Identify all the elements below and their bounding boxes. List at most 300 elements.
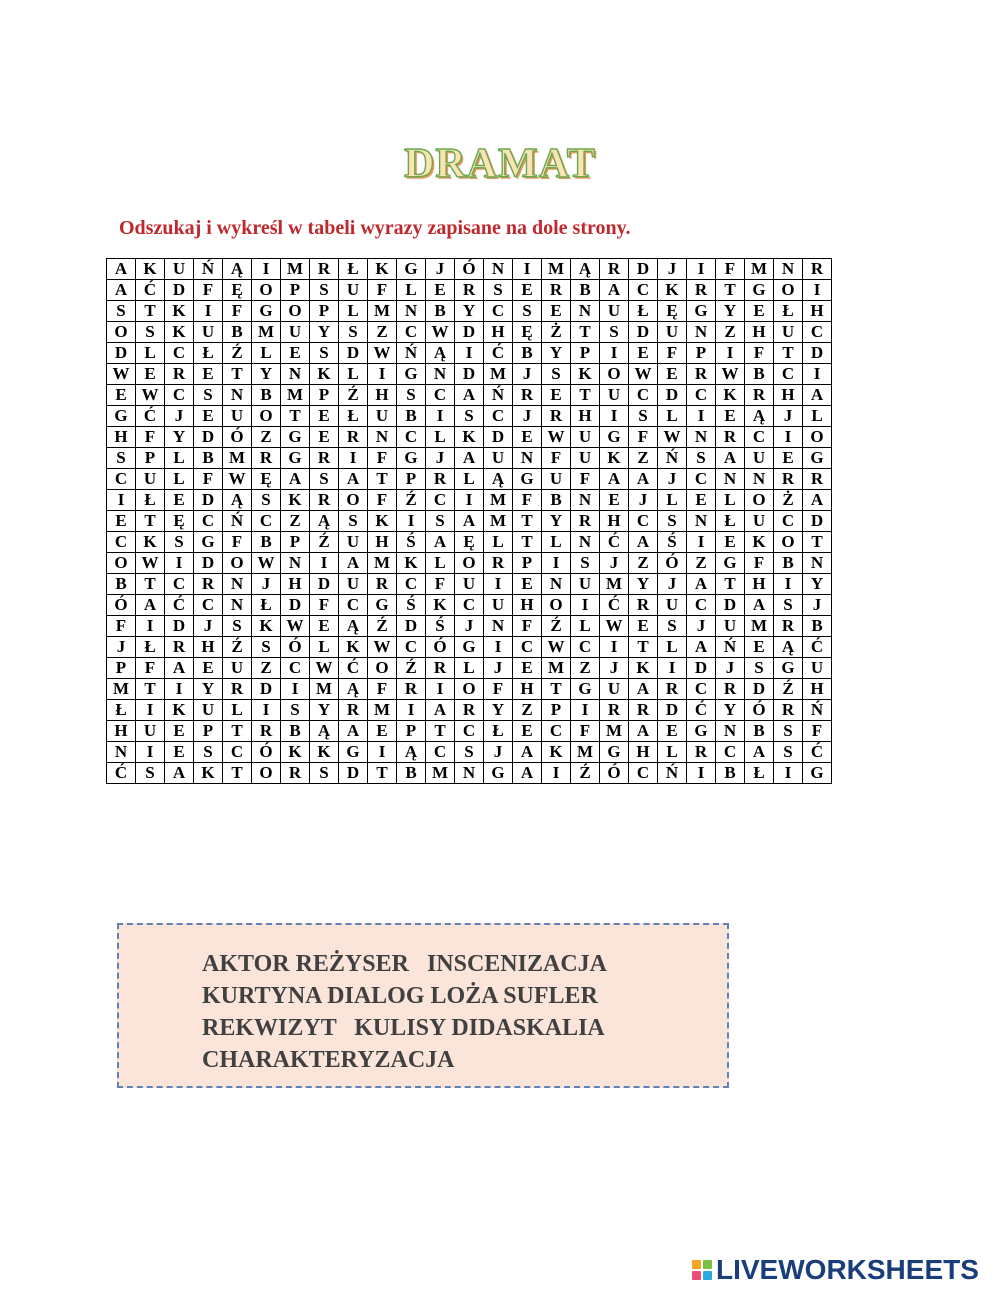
grid-cell[interactable]: U xyxy=(194,700,223,721)
grid-cell[interactable]: C xyxy=(745,427,774,448)
grid-cell[interactable]: U xyxy=(136,469,165,490)
grid-cell[interactable]: Y xyxy=(165,427,194,448)
grid-cell[interactable]: C xyxy=(687,385,716,406)
grid-cell[interactable]: T xyxy=(774,343,803,364)
grid-cell[interactable]: C xyxy=(397,322,426,343)
grid-cell[interactable]: J xyxy=(165,406,194,427)
grid-cell[interactable]: S xyxy=(223,616,252,637)
grid-cell[interactable]: C xyxy=(397,637,426,658)
grid-cell[interactable]: L xyxy=(165,448,194,469)
grid-cell[interactable]: E xyxy=(310,427,339,448)
grid-cell[interactable]: H xyxy=(194,637,223,658)
grid-cell[interactable]: S xyxy=(658,511,687,532)
grid-cell[interactable]: G xyxy=(600,742,629,763)
grid-cell[interactable]: E xyxy=(107,511,136,532)
grid-cell[interactable]: O xyxy=(600,364,629,385)
grid-cell[interactable]: S xyxy=(165,532,194,553)
grid-cell[interactable]: R xyxy=(658,679,687,700)
grid-cell[interactable]: I xyxy=(774,574,803,595)
grid-cell[interactable]: Z xyxy=(629,448,658,469)
grid-cell[interactable]: E xyxy=(542,385,571,406)
grid-cell[interactable]: C xyxy=(426,385,455,406)
grid-cell[interactable]: E xyxy=(600,490,629,511)
grid-cell[interactable]: A xyxy=(687,574,716,595)
grid-cell[interactable]: I xyxy=(165,553,194,574)
grid-cell[interactable]: L xyxy=(542,532,571,553)
grid-cell[interactable]: F xyxy=(194,469,223,490)
grid-cell[interactable]: C xyxy=(455,595,484,616)
grid-cell[interactable]: U xyxy=(194,322,223,343)
grid-cell[interactable]: H xyxy=(803,679,832,700)
grid-cell[interactable]: C xyxy=(426,742,455,763)
grid-cell[interactable]: T xyxy=(281,406,310,427)
grid-cell[interactable]: A xyxy=(629,721,658,742)
grid-cell[interactable]: E xyxy=(194,406,223,427)
grid-cell[interactable]: R xyxy=(774,469,803,490)
grid-cell[interactable]: B xyxy=(397,406,426,427)
grid-cell[interactable]: H xyxy=(513,595,542,616)
grid-cell[interactable]: A xyxy=(629,469,658,490)
grid-cell[interactable]: I xyxy=(687,532,716,553)
grid-cell[interactable]: C xyxy=(165,385,194,406)
grid-cell[interactable]: T xyxy=(368,469,397,490)
grid-cell[interactable]: M xyxy=(484,490,513,511)
grid-cell[interactable]: C xyxy=(194,595,223,616)
grid-cell[interactable]: J xyxy=(426,448,455,469)
grid-cell[interactable]: C xyxy=(223,742,252,763)
grid-cell[interactable]: M xyxy=(542,259,571,280)
grid-cell[interactable]: D xyxy=(339,763,368,784)
grid-cell[interactable]: I xyxy=(107,490,136,511)
grid-cell[interactable]: Z xyxy=(687,553,716,574)
grid-cell[interactable]: B xyxy=(426,301,455,322)
grid-cell[interactable]: E xyxy=(716,406,745,427)
grid-cell[interactable]: T xyxy=(513,511,542,532)
grid-cell[interactable]: J xyxy=(774,406,803,427)
grid-cell[interactable]: G xyxy=(397,364,426,385)
grid-cell[interactable]: E xyxy=(745,301,774,322)
grid-cell[interactable]: P xyxy=(513,553,542,574)
grid-cell[interactable]: K xyxy=(281,742,310,763)
grid-cell[interactable]: R xyxy=(716,679,745,700)
grid-cell[interactable]: C xyxy=(107,469,136,490)
grid-cell[interactable]: B xyxy=(107,574,136,595)
grid-cell[interactable]: Ń xyxy=(658,763,687,784)
grid-cell[interactable]: Ć xyxy=(107,763,136,784)
grid-cell[interactable]: D xyxy=(803,343,832,364)
grid-cell[interactable]: U xyxy=(571,427,600,448)
grid-cell[interactable]: I xyxy=(658,658,687,679)
grid-cell[interactable]: F xyxy=(107,616,136,637)
grid-cell[interactable]: Ą xyxy=(774,637,803,658)
grid-cell[interactable]: S xyxy=(774,595,803,616)
grid-cell[interactable]: S xyxy=(194,742,223,763)
grid-cell[interactable]: J xyxy=(658,574,687,595)
grid-cell[interactable]: G xyxy=(281,427,310,448)
grid-cell[interactable]: C xyxy=(281,658,310,679)
grid-cell[interactable]: O xyxy=(774,532,803,553)
grid-cell[interactable]: T xyxy=(542,679,571,700)
grid-cell[interactable]: R xyxy=(687,280,716,301)
grid-cell[interactable]: Ę xyxy=(658,301,687,322)
grid-cell[interactable]: Y xyxy=(484,700,513,721)
grid-cell[interactable]: Ź xyxy=(310,532,339,553)
grid-cell[interactable]: L xyxy=(223,700,252,721)
grid-cell[interactable]: J xyxy=(252,574,281,595)
grid-cell[interactable]: C xyxy=(716,742,745,763)
grid-cell[interactable]: Ą xyxy=(310,511,339,532)
grid-cell[interactable]: A xyxy=(339,721,368,742)
grid-cell[interactable]: P xyxy=(194,721,223,742)
grid-cell[interactable]: H xyxy=(107,721,136,742)
grid-cell[interactable]: S xyxy=(455,406,484,427)
grid-cell[interactable]: W xyxy=(629,364,658,385)
grid-cell[interactable]: M xyxy=(281,385,310,406)
grid-cell[interactable]: G xyxy=(455,637,484,658)
grid-cell[interactable]: Ń xyxy=(803,700,832,721)
grid-cell[interactable]: T xyxy=(368,763,397,784)
grid-cell[interactable]: A xyxy=(426,700,455,721)
grid-cell[interactable]: H xyxy=(803,301,832,322)
grid-cell[interactable]: S xyxy=(310,280,339,301)
grid-cell[interactable]: Ę xyxy=(455,532,484,553)
grid-cell[interactable]: Ś xyxy=(397,532,426,553)
grid-cell[interactable]: Ł xyxy=(629,301,658,322)
grid-cell[interactable]: Ź xyxy=(571,763,600,784)
grid-cell[interactable]: B xyxy=(745,364,774,385)
grid-cell[interactable]: K xyxy=(397,553,426,574)
grid-cell[interactable]: Z xyxy=(252,658,281,679)
grid-cell[interactable]: U xyxy=(339,280,368,301)
grid-cell[interactable]: C xyxy=(339,595,368,616)
grid-cell[interactable]: C xyxy=(687,679,716,700)
grid-cell[interactable]: K xyxy=(368,511,397,532)
grid-cell[interactable]: O xyxy=(339,490,368,511)
grid-cell[interactable]: S xyxy=(513,301,542,322)
grid-cell[interactable]: Ć xyxy=(600,532,629,553)
grid-cell[interactable]: C xyxy=(484,406,513,427)
grid-cell[interactable]: T xyxy=(629,637,658,658)
grid-cell[interactable]: D xyxy=(165,616,194,637)
grid-cell[interactable]: G xyxy=(397,259,426,280)
grid-cell[interactable]: O xyxy=(107,553,136,574)
grid-cell[interactable]: K xyxy=(310,742,339,763)
grid-cell[interactable]: O xyxy=(368,658,397,679)
grid-cell[interactable]: Y xyxy=(542,343,571,364)
grid-cell[interactable]: N xyxy=(571,490,600,511)
grid-cell[interactable]: G xyxy=(484,763,513,784)
grid-cell[interactable]: H xyxy=(281,574,310,595)
grid-cell[interactable]: J xyxy=(658,469,687,490)
grid-cell[interactable]: P xyxy=(310,301,339,322)
grid-cell[interactable]: Ź xyxy=(397,658,426,679)
grid-cell[interactable]: B xyxy=(803,616,832,637)
grid-cell[interactable]: D xyxy=(107,343,136,364)
grid-cell[interactable]: T xyxy=(223,721,252,742)
grid-cell[interactable]: U xyxy=(716,616,745,637)
grid-cell[interactable]: O xyxy=(455,553,484,574)
grid-cell[interactable]: U xyxy=(600,679,629,700)
grid-cell[interactable]: M xyxy=(600,721,629,742)
grid-cell[interactable]: S xyxy=(107,301,136,322)
grid-cell[interactable]: N xyxy=(513,448,542,469)
grid-cell[interactable]: K xyxy=(716,385,745,406)
grid-cell[interactable]: K xyxy=(571,364,600,385)
grid-cell[interactable]: M xyxy=(542,658,571,679)
grid-cell[interactable]: U xyxy=(745,511,774,532)
grid-cell[interactable]: M xyxy=(426,763,455,784)
grid-cell[interactable]: T xyxy=(426,721,455,742)
grid-cell[interactable]: D xyxy=(281,595,310,616)
grid-cell[interactable]: U xyxy=(571,448,600,469)
grid-cell[interactable]: O xyxy=(745,490,774,511)
grid-cell[interactable]: W xyxy=(368,637,397,658)
grid-cell[interactable]: O xyxy=(252,763,281,784)
grid-cell[interactable]: S xyxy=(600,322,629,343)
grid-cell[interactable]: A xyxy=(281,469,310,490)
grid-cell[interactable]: U xyxy=(774,322,803,343)
grid-cell[interactable]: Ą xyxy=(223,259,252,280)
grid-cell[interactable]: Ó xyxy=(600,763,629,784)
grid-cell[interactable]: U xyxy=(223,406,252,427)
grid-cell[interactable]: W xyxy=(716,364,745,385)
grid-cell[interactable]: C xyxy=(629,511,658,532)
grid-cell[interactable]: N xyxy=(542,574,571,595)
grid-cell[interactable]: C xyxy=(687,469,716,490)
grid-cell[interactable]: R xyxy=(687,364,716,385)
grid-cell[interactable]: A xyxy=(629,532,658,553)
grid-cell[interactable]: Ź xyxy=(368,616,397,637)
grid-cell[interactable]: Ś xyxy=(426,616,455,637)
grid-cell[interactable]: G xyxy=(281,448,310,469)
grid-cell[interactable]: L xyxy=(252,343,281,364)
grid-cell[interactable]: A xyxy=(687,637,716,658)
grid-cell[interactable]: A xyxy=(426,532,455,553)
grid-cell[interactable]: C xyxy=(194,511,223,532)
grid-cell[interactable]: B xyxy=(774,553,803,574)
grid-cell[interactable]: H xyxy=(368,385,397,406)
grid-cell[interactable]: J xyxy=(513,406,542,427)
grid-cell[interactable]: Z xyxy=(252,427,281,448)
grid-cell[interactable]: G xyxy=(600,427,629,448)
grid-cell[interactable]: M xyxy=(107,679,136,700)
grid-cell[interactable]: D xyxy=(194,553,223,574)
grid-cell[interactable]: U xyxy=(571,574,600,595)
grid-cell[interactable]: C xyxy=(803,322,832,343)
grid-cell[interactable]: T xyxy=(513,532,542,553)
grid-cell[interactable]: I xyxy=(513,259,542,280)
grid-cell[interactable]: Ł xyxy=(774,301,803,322)
grid-cell[interactable]: R xyxy=(629,700,658,721)
grid-cell[interactable]: Ę xyxy=(252,469,281,490)
grid-cell[interactable]: N xyxy=(774,259,803,280)
grid-cell[interactable]: I xyxy=(600,637,629,658)
grid-cell[interactable]: Ż xyxy=(542,322,571,343)
grid-cell[interactable]: I xyxy=(136,742,165,763)
grid-cell[interactable]: O xyxy=(774,280,803,301)
grid-cell[interactable]: D xyxy=(745,679,774,700)
grid-cell[interactable]: E xyxy=(165,721,194,742)
grid-cell[interactable]: U xyxy=(484,448,513,469)
grid-cell[interactable]: F xyxy=(629,427,658,448)
grid-cell[interactable]: W xyxy=(600,616,629,637)
grid-cell[interactable]: A xyxy=(455,385,484,406)
grid-cell[interactable]: L xyxy=(658,406,687,427)
grid-cell[interactable]: O xyxy=(252,406,281,427)
grid-cell[interactable]: U xyxy=(136,721,165,742)
grid-cell[interactable]: R xyxy=(252,448,281,469)
grid-cell[interactable]: I xyxy=(426,679,455,700)
grid-cell[interactable]: W xyxy=(426,322,455,343)
grid-cell[interactable]: Ń xyxy=(194,259,223,280)
grid-cell[interactable]: L xyxy=(658,490,687,511)
grid-cell[interactable]: K xyxy=(165,322,194,343)
grid-cell[interactable]: Ż xyxy=(774,490,803,511)
grid-cell[interactable]: I xyxy=(194,301,223,322)
grid-cell[interactable]: M xyxy=(368,700,397,721)
grid-cell[interactable]: I xyxy=(455,490,484,511)
grid-cell[interactable]: O xyxy=(542,595,571,616)
grid-cell[interactable]: R xyxy=(339,700,368,721)
grid-cell[interactable]: Ć xyxy=(165,595,194,616)
grid-cell[interactable]: K xyxy=(455,427,484,448)
grid-cell[interactable]: Ó xyxy=(745,700,774,721)
grid-cell[interactable]: G xyxy=(687,721,716,742)
grid-cell[interactable]: A xyxy=(513,763,542,784)
grid-cell[interactable]: H xyxy=(484,322,513,343)
grid-cell[interactable]: R xyxy=(542,406,571,427)
grid-cell[interactable]: R xyxy=(542,280,571,301)
grid-cell[interactable]: L xyxy=(136,343,165,364)
grid-cell[interactable]: C xyxy=(542,721,571,742)
grid-cell[interactable]: Z xyxy=(513,700,542,721)
grid-cell[interactable]: M xyxy=(252,322,281,343)
grid-cell[interactable]: Ó xyxy=(455,259,484,280)
grid-cell[interactable]: Ł xyxy=(136,637,165,658)
grid-cell[interactable]: I xyxy=(542,763,571,784)
grid-cell[interactable]: G xyxy=(571,679,600,700)
grid-cell[interactable]: L xyxy=(165,469,194,490)
grid-cell[interactable]: T xyxy=(716,574,745,595)
grid-cell[interactable]: C xyxy=(107,532,136,553)
grid-cell[interactable]: N xyxy=(484,259,513,280)
grid-cell[interactable]: D xyxy=(803,511,832,532)
grid-cell[interactable]: D xyxy=(658,700,687,721)
grid-cell[interactable]: U xyxy=(600,385,629,406)
grid-cell[interactable]: I xyxy=(426,406,455,427)
grid-cell[interactable]: N xyxy=(223,385,252,406)
grid-cell[interactable]: Ł xyxy=(194,343,223,364)
grid-cell[interactable]: U xyxy=(368,406,397,427)
grid-cell[interactable]: Z xyxy=(629,553,658,574)
grid-cell[interactable]: E xyxy=(165,742,194,763)
grid-cell[interactable]: W xyxy=(136,553,165,574)
grid-cell[interactable]: F xyxy=(368,280,397,301)
grid-cell[interactable]: R xyxy=(803,469,832,490)
grid-cell[interactable]: M xyxy=(281,259,310,280)
grid-cell[interactable]: Ź xyxy=(223,343,252,364)
grid-cell[interactable]: S xyxy=(310,469,339,490)
grid-cell[interactable]: O xyxy=(107,322,136,343)
grid-cell[interactable]: I xyxy=(571,700,600,721)
grid-cell[interactable]: Y xyxy=(194,679,223,700)
grid-cell[interactable]: Z xyxy=(368,322,397,343)
grid-cell[interactable]: H xyxy=(368,532,397,553)
grid-cell[interactable]: K xyxy=(339,637,368,658)
grid-cell[interactable]: W xyxy=(658,427,687,448)
grid-cell[interactable]: F xyxy=(803,721,832,742)
grid-cell[interactable]: I xyxy=(600,343,629,364)
grid-cell[interactable]: D xyxy=(397,616,426,637)
grid-cell[interactable]: E xyxy=(513,427,542,448)
grid-cell[interactable]: M xyxy=(223,448,252,469)
grid-cell[interactable]: Z xyxy=(281,511,310,532)
grid-cell[interactable]: Ć xyxy=(803,637,832,658)
grid-cell[interactable]: O xyxy=(252,280,281,301)
grid-cell[interactable]: Z xyxy=(716,322,745,343)
grid-cell[interactable]: C xyxy=(455,721,484,742)
grid-cell[interactable]: E xyxy=(542,301,571,322)
grid-cell[interactable]: I xyxy=(397,511,426,532)
grid-cell[interactable]: I xyxy=(687,259,716,280)
grid-cell[interactable]: W xyxy=(542,427,571,448)
grid-cell[interactable]: N xyxy=(687,511,716,532)
grid-cell[interactable]: F xyxy=(223,301,252,322)
grid-cell[interactable]: W xyxy=(368,343,397,364)
grid-cell[interactable]: N xyxy=(107,742,136,763)
grid-cell[interactable]: A xyxy=(803,490,832,511)
grid-cell[interactable]: M xyxy=(571,742,600,763)
grid-cell[interactable]: P xyxy=(687,343,716,364)
grid-cell[interactable]: I xyxy=(397,700,426,721)
grid-cell[interactable]: N xyxy=(571,301,600,322)
grid-cell[interactable]: R xyxy=(774,616,803,637)
grid-cell[interactable]: E xyxy=(368,721,397,742)
grid-cell[interactable]: E xyxy=(513,280,542,301)
grid-cell[interactable]: R xyxy=(803,259,832,280)
grid-cell[interactable]: Ę xyxy=(165,511,194,532)
grid-cell[interactable]: E xyxy=(716,532,745,553)
grid-cell[interactable]: Z xyxy=(571,658,600,679)
grid-cell[interactable]: D xyxy=(455,322,484,343)
grid-cell[interactable]: D xyxy=(310,574,339,595)
grid-cell[interactable]: E xyxy=(745,637,774,658)
grid-cell[interactable]: R xyxy=(165,364,194,385)
grid-cell[interactable]: S xyxy=(310,763,339,784)
grid-cell[interactable]: T xyxy=(136,511,165,532)
grid-cell[interactable]: Ą xyxy=(484,469,513,490)
grid-cell[interactable]: Ł xyxy=(136,490,165,511)
grid-cell[interactable]: L xyxy=(397,280,426,301)
grid-cell[interactable]: N xyxy=(455,763,484,784)
grid-cell[interactable]: D xyxy=(629,322,658,343)
grid-cell[interactable]: F xyxy=(368,679,397,700)
grid-cell[interactable]: G xyxy=(252,301,281,322)
grid-cell[interactable]: Ó xyxy=(252,742,281,763)
grid-cell[interactable]: G xyxy=(513,469,542,490)
grid-cell[interactable]: J xyxy=(107,637,136,658)
grid-cell[interactable]: G xyxy=(194,532,223,553)
grid-cell[interactable]: L xyxy=(658,742,687,763)
grid-cell[interactable]: P xyxy=(281,280,310,301)
grid-cell[interactable]: I xyxy=(136,700,165,721)
grid-cell[interactable]: P xyxy=(542,700,571,721)
grid-cell[interactable]: P xyxy=(107,658,136,679)
grid-cell[interactable]: I xyxy=(165,679,194,700)
grid-cell[interactable]: E xyxy=(513,721,542,742)
grid-cell[interactable]: Ł xyxy=(339,406,368,427)
grid-cell[interactable]: E xyxy=(629,616,658,637)
